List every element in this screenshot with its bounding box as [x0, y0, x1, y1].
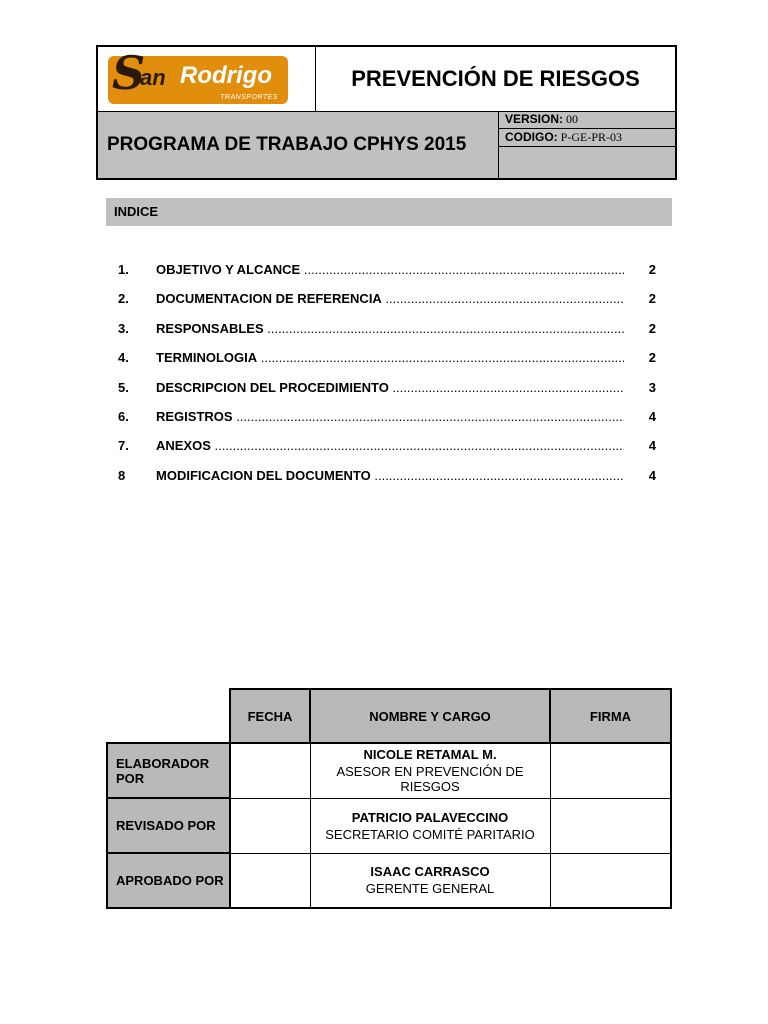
- toc-number: 7.: [118, 438, 129, 454]
- toc-label: MODIFICACION DEL DOCUMENTO .....: [156, 468, 624, 483]
- person-role: GERENTE GENERAL: [365, 881, 495, 897]
- toc-page: 2: [648, 262, 656, 277]
- signature-cell: [550, 743, 671, 798]
- company-logo: S an Rodrigo TRANSPORTES: [108, 56, 288, 104]
- table-row: [107, 798, 671, 853]
- toc-number: 8: [118, 467, 126, 483]
- section-title: PREVENCIÓN DE RIESGOS: [351, 66, 640, 91]
- table-row: [107, 853, 671, 908]
- toc-item[interactable]: [106, 374, 666, 403]
- index-heading: INDICE: [106, 198, 672, 226]
- person-role: ASESOR EN PREVENCIÓN DE RIESGOS: [336, 764, 524, 795]
- name-role-cell: [310, 743, 550, 798]
- document-header: [96, 45, 677, 180]
- version-label: VERSION:: [505, 112, 564, 126]
- toc-label: DOCUMENTACION DE REFERENCIA .....: [156, 291, 624, 306]
- date-header: FECHA: [230, 689, 310, 743]
- date-cell: [230, 743, 310, 798]
- code-row: [499, 129, 675, 147]
- row-label: ELABORADOR POR: [107, 743, 230, 798]
- person-role: SECRETARIO COMITÉ PARITARIO: [325, 826, 535, 842]
- person-name: PATRICIO PALAVECCINO: [351, 809, 509, 825]
- toc-page: 4: [648, 408, 656, 424]
- toc-number: 4.: [118, 350, 129, 366]
- code-value: P-GE-PR-03: [560, 130, 623, 144]
- toc-page: 2: [648, 350, 656, 366]
- version-row: [499, 111, 675, 129]
- name-role-cell: [310, 798, 550, 853]
- toc-number: 6.: [118, 408, 129, 424]
- date-cell: [230, 853, 310, 908]
- toc-number: 3.: [118, 320, 129, 336]
- signature-cell: [550, 853, 671, 908]
- version-value: 00: [566, 112, 579, 126]
- toc-item[interactable]: [106, 462, 666, 491]
- toc-number: 5.: [118, 379, 129, 395]
- document-meta: [498, 111, 675, 178]
- meta-empty-row: [499, 147, 675, 164]
- person-name: ISAAC CARRASCO: [370, 864, 490, 880]
- date-cell: [230, 798, 310, 853]
- toc-item[interactable]: [106, 403, 666, 432]
- code-label: CODIGO:: [505, 130, 558, 144]
- toc-label: TERMINOLOGIA .....: [156, 350, 624, 365]
- toc-page: 2: [648, 291, 656, 307]
- toc-item[interactable]: [106, 315, 666, 344]
- signature-cell: [550, 798, 671, 853]
- toc-item[interactable]: [106, 344, 666, 373]
- signature-header: FIRMA: [550, 689, 671, 743]
- table-of-contents: [106, 256, 666, 491]
- toc-label: RESPONSABLES .....: [156, 321, 624, 336]
- approval-table: [106, 688, 672, 909]
- approval-header-row: [107, 689, 671, 743]
- toc-number: 1.: [118, 262, 129, 277]
- logo-cell: [98, 47, 316, 111]
- name-header: NOMBRE Y CARGO: [310, 689, 550, 743]
- table-row: [107, 743, 671, 798]
- toc-page: 3: [648, 379, 656, 395]
- program-title: PROGRAMA DE TRABAJO CPHYS 2015: [107, 134, 467, 155]
- toc-page: 2: [648, 320, 656, 336]
- toc-page: 4: [648, 438, 656, 454]
- row-label: REVISADO POR: [107, 798, 230, 853]
- header-blank-cell: [107, 689, 230, 743]
- name-role-cell: [310, 853, 550, 908]
- toc-item[interactable]: [106, 256, 666, 285]
- toc-item[interactable]: [106, 285, 666, 314]
- toc-label: ANEXOS .....: [156, 438, 624, 453]
- row-label: APROBADO POR: [107, 853, 230, 908]
- toc-item[interactable]: [106, 432, 666, 461]
- person-name: NICOLE RETAMAL M.: [363, 747, 497, 763]
- toc-label: REGISTROS .....: [156, 409, 624, 424]
- toc-page: 4: [648, 467, 656, 483]
- toc-label: OBJETIVO Y ALCANCE .....: [156, 262, 624, 277]
- toc-label: DESCRIPCION DEL PROCEDIMIENTO .....: [156, 380, 624, 395]
- toc-number: 2.: [118, 291, 129, 307]
